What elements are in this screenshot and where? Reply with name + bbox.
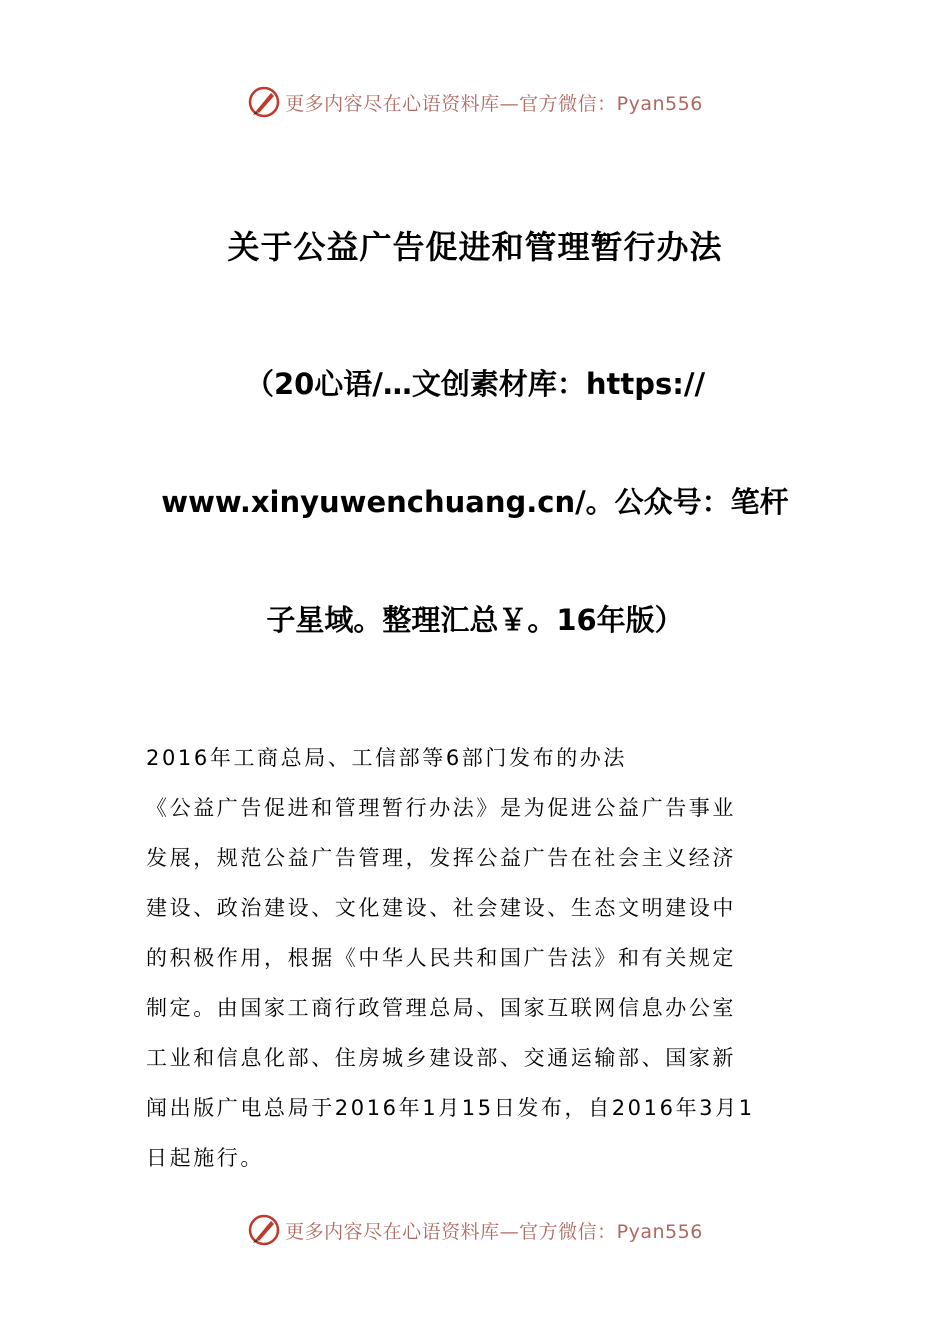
quill-logo-icon [247, 1213, 281, 1247]
body-line: 制定。由国家工商行政管理总局、国家互联网信息办公室 [146, 996, 736, 1020]
quill-logo-icon [247, 85, 281, 119]
wechat-id: Pyan556 [616, 92, 703, 115]
wechat-id: Pyan556 [616, 1220, 703, 1243]
body-line: 工业和信息化部、住房城乡建设部、交通运输部、国家新 [146, 1046, 736, 1070]
body-line: 的积极作用，根据《中华人民共和国广告法》和有关规定 [146, 946, 736, 970]
header-banner [0, 82, 950, 122]
body-line: 发展，规范公益广告管理，发挥公益广告在社会主义经济 [146, 846, 736, 870]
footer-banner-text: 更多内容尽在心语资料库—官方微信：Pyan556 [285, 1220, 703, 1243]
document-title: 关于公益广告促进和管理暂行办法 [227, 228, 723, 266]
body-line: 《公益广告促进和管理暂行办法》是为促进公益广告事业 [146, 796, 736, 820]
footer-banner [0, 1210, 950, 1250]
subtitle-line: （20心语/…文创素材库：https:// [244, 367, 706, 401]
body-line: 闻出版广电总局于2016年1月15日发布，自2016年3月1 [146, 1096, 755, 1120]
body-text [146, 733, 808, 1183]
subtitle-line: www.xinyuwenchuang.cn/。公众号：笔杆 [161, 485, 789, 519]
body-line: 日起施行。 [146, 1146, 264, 1170]
subtitle-line: 子星域。整理汇总￥。16年版） [266, 603, 684, 637]
body-line: 2016年工商总局、工信部等6部门发布的办法 [146, 746, 628, 770]
body-line: 建设、政治建设、文化建设、社会建设、生态文明建设中 [146, 896, 736, 920]
header-banner-text: 更多内容尽在心语资料库—官方微信：Pyan556 [285, 92, 703, 115]
